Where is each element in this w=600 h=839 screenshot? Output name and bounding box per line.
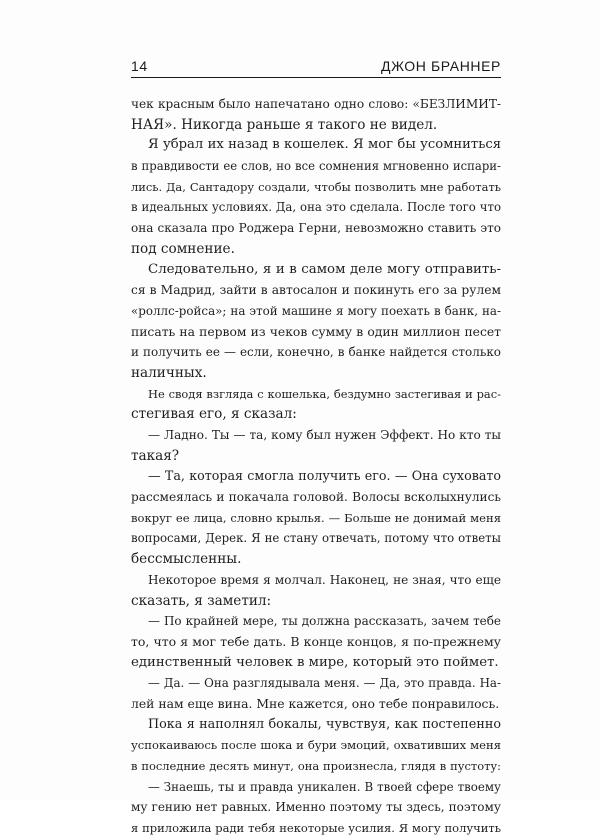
text-line: — Ладно. Ты — та, кому был нужен Эффект. Но кто ты xyxy=(148,428,501,442)
text-line: бессмысленны. xyxy=(131,551,242,568)
text-line: — Знаешь, ты и правда уникален. В твоей сфере твоему xyxy=(148,779,501,794)
text-line: она сказала про Роджера Герни, невозможно ставить это xyxy=(131,221,501,236)
text-line: успокаиваюсь после шока и бури эмоций, охвативших меня xyxy=(131,738,501,753)
header-rule xyxy=(131,77,501,78)
text-line: Я убрал их назад в кошелек. Я мог бы усомниться xyxy=(148,137,501,153)
text-line: такая? xyxy=(131,447,180,464)
text-line: лей нам еще вина. Мне кажется, оно тебе понравилось. xyxy=(131,696,500,711)
text-line: то, что я мог тебе дать. В конце концов, я по-прежнему xyxy=(131,633,501,649)
text-line: «роллс-ройса»; на этой машине я могу поехать в банк, на- xyxy=(131,303,501,318)
text-line: вокруг ее лица, словно крылья. — Больше не донимай меня xyxy=(131,510,501,525)
text-line: писать на первом из чеков сумму в один миллион песет xyxy=(131,324,501,339)
text-line: стегивая его, я сказал: xyxy=(131,406,297,423)
text-line: чек красным было напечатано одно слово: «БЕЗЛИМИТ- xyxy=(131,97,501,111)
body-text xyxy=(131,94,501,839)
text-line: под сомнение. xyxy=(131,240,235,257)
text-line: Не сводя взгляда с кошелька, бездумно застегивая и рас- xyxy=(148,386,501,401)
text-line: Следовательно, я и в самом деле могу отправить- xyxy=(148,261,501,277)
text-line: рассмеялась и покачала головой. Волосы всколыхнулись xyxy=(131,490,501,505)
text-line: в идеальных условиях. Да, она это сделала. После того что xyxy=(131,200,501,215)
text-line: му гению нет равных. Именно поэтому ты здесь, поэтому xyxy=(131,800,501,815)
text-line: — По крайней мере, ты должна рассказать, зачем тебе xyxy=(148,614,501,629)
page-header xyxy=(131,56,501,78)
text-line: — Та, которая смогла получить его. — Она суховато xyxy=(148,468,501,484)
text-line: вопросами, Дерек. Я не стану отвечать, потому что ответы xyxy=(131,531,501,546)
text-line: я приложила ради тебя некоторые усилия. Я могу получить xyxy=(131,821,501,836)
text-line: и получить ее — если, конечно, в банке найдется столько xyxy=(131,345,501,360)
text-line: сказать, я заметил: xyxy=(131,592,272,609)
page-number: 14 xyxy=(131,58,148,74)
text-line: единственный человек в мире, который это поймет. xyxy=(131,654,499,670)
text-line: Некоторое время я молчал. Наконец, не зная, что еще xyxy=(148,572,501,587)
text-line: наличных. xyxy=(131,364,207,381)
text-line: в последние десять минут, она произнесла, глядя в пустоту: xyxy=(131,759,501,773)
running-head: ДЖОН БРАННЕР xyxy=(380,58,501,74)
text-line: НАЯ». Никогда раньше я такого не видел. xyxy=(131,116,438,133)
text-line: лись. Да, Сантадору создали, чтобы позволить мне работать xyxy=(131,179,501,194)
text-line: в правдивости ее слов, но все сомнения мгновенно испари- xyxy=(131,159,501,174)
text-line: ся в Мадрид, зайти в автосалон и покинуть его за рулем xyxy=(131,283,501,298)
text-line: Пока я наполнял бокалы, чувствуя, как постепенно xyxy=(148,716,501,732)
text-line: — Да. — Она разглядывала меня. — Да, это правда. На- xyxy=(148,676,501,691)
